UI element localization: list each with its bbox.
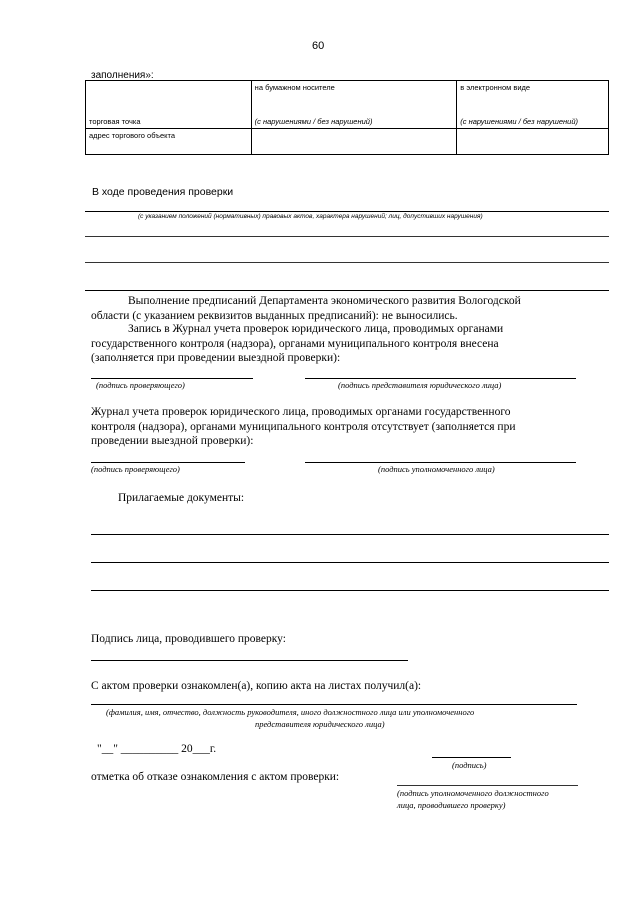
acquainted-line <box>91 704 577 705</box>
journal-absent-text <box>91 405 609 449</box>
refusal-caption-1: (подпись уполномоченного должностного <box>397 788 549 798</box>
header-electronic: в электронном виде <box>460 83 531 92</box>
trade-point-table <box>85 80 609 155</box>
prescriptions-text <box>91 294 609 323</box>
attachments-line-2 <box>91 562 609 563</box>
table-cell-paper <box>251 129 457 155</box>
row-label-address: адрес торгового объекта <box>89 131 176 140</box>
prescriptions-line-1: Выполнение предписаний Департамента экономического развития Вологодской <box>128 295 521 307</box>
refusal-caption-2: лица, проводившего проверку) <box>397 800 506 810</box>
attachments-line-3 <box>91 590 609 591</box>
paper-status: (с нарушениями / без нарушений) <box>254 117 373 126</box>
journal-entry-text <box>91 322 609 366</box>
authorized-signature-line <box>305 462 576 463</box>
check-line-1 <box>85 211 609 212</box>
date-line: "__" __________ 20___г. <box>97 743 217 755</box>
refusal-signature-line <box>397 785 578 786</box>
row-label-trade-point: торговая точка <box>89 117 141 126</box>
electronic-status: (с нарушениями / без нарушений) <box>460 117 579 126</box>
authorized-caption: (подпись уполномоченного лица) <box>378 464 495 474</box>
inspector-caption-1: (подпись проверяющего) <box>96 380 185 390</box>
representative-caption: (подпись представителя юридического лица) <box>338 380 502 390</box>
table-cell-label <box>86 81 252 129</box>
journal-absent-line-1: Журнал учета проверок юридического лица, проводимых органами государственного <box>91 406 511 418</box>
acquainted-caption-1: (фамилия, имя, отчество, должность руководителя, иного должностного лица или уполномоченного <box>106 707 475 717</box>
table-cell-electronic <box>457 129 609 155</box>
journal-absent-line-2: контроля (надзора), органами муниципального контроля отсутствует (заполняется при <box>91 420 516 433</box>
representative-signature-line <box>305 378 576 379</box>
check-heading: В ходе проведения проверки <box>92 186 234 198</box>
inspector-signature-line-1 <box>91 378 253 379</box>
inspector-signature-label: Подпись лица, проводившего проверку: <box>91 633 286 645</box>
table-row <box>86 129 609 155</box>
attachments-line-1 <box>91 534 609 535</box>
table-caption: заполнения»: <box>91 70 154 81</box>
signature-caption: (подпись) <box>452 760 487 770</box>
page-number: 60 <box>312 40 325 52</box>
inspector-signature-line-2 <box>91 462 245 463</box>
acquainted-text: С актом проверки ознакомлен(а), копию акта на листах получил(а): <box>91 680 422 692</box>
table-cell-paper <box>251 81 457 129</box>
table-row <box>86 81 609 129</box>
check-line-4 <box>85 290 609 291</box>
signature-line <box>432 757 511 758</box>
attachments-label: Прилагаемые документы: <box>118 492 245 504</box>
acquainted-caption-2: представителя юридического лица) <box>255 719 385 729</box>
check-caption: (с указанием положений (нормативных) правовых актов, характера нарушений; лиц, допустивших нарушения) <box>138 213 483 220</box>
check-line-2 <box>85 236 609 237</box>
header-paper: на бумажном носителе <box>254 83 335 92</box>
table-cell-label <box>86 129 252 155</box>
check-line-3 <box>85 262 609 263</box>
table-cell-electronic <box>457 81 609 129</box>
inspector-signature-line <box>91 660 408 661</box>
inspector-caption-2: (подпись проверяющего) <box>91 464 180 474</box>
journal-entry-line-3: (заполняется при проведении выездной проверки): <box>91 352 341 364</box>
journal-absent-line-3: проведении выездной проверки): <box>91 435 254 447</box>
journal-entry-line-1: Запись в Журнал учета проверок юридического лица, проводимых органами <box>128 323 504 335</box>
journal-entry-line-2: государственного контроля (надзора), органами муниципального контроля внесена <box>91 337 499 350</box>
refusal-label: отметка об отказе ознакомления с актом проверки: <box>91 771 340 783</box>
prescriptions-line-2: области (с указанием реквизитов выданных предписаний): не выносились. <box>91 309 458 322</box>
